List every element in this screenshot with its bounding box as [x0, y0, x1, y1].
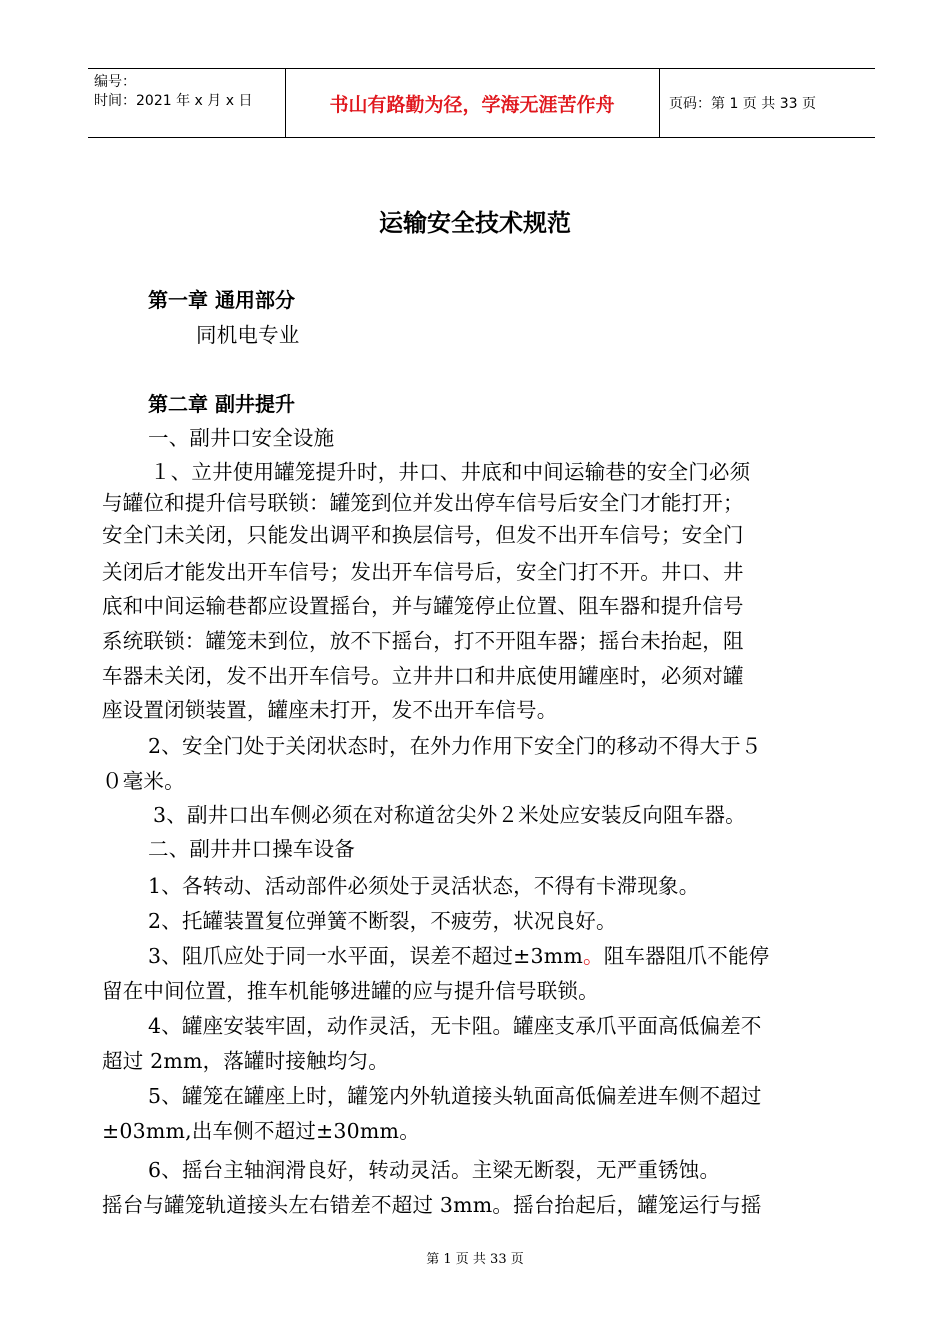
header-divider	[659, 69, 660, 137]
body-line: 2、安全门处于关闭状态时，在外力作用下安全门的移动不得大于５	[148, 734, 762, 758]
body-line	[148, 939, 769, 969]
body-line: 3、副井口出车侧必须在对称道岔尖外２米处应安装反向阻车器。	[153, 803, 746, 827]
body-line: 2、托罐装置复位弹簧不断裂，不疲劳，状况良好。	[148, 909, 617, 933]
body-line: 1、各转动、活动部件必须处于灵活状态，不得有卡滞现象。	[148, 874, 700, 898]
body-line: 5、罐笼在罐座上时，罐笼内外轨道接头轨面高低偏差进车侧不超过	[148, 1084, 762, 1108]
body-line: 系统联锁：罐笼未到位，放不下摇台，打不开阻车器；摇台未抬起，阻	[102, 629, 744, 653]
body-line: 关闭后才能发出开车信号；发出开车信号后，安全门打不开。井口、井	[102, 560, 744, 584]
body-line: ０毫米。	[102, 769, 185, 793]
document-title: 运输安全技术规范	[379, 209, 571, 237]
serial-label: 编号：	[94, 74, 136, 90]
page-footer: 第 1 页 共 33 页	[426, 1252, 524, 1267]
time-label: 时间：2021 年 x 月 x 日	[94, 93, 253, 109]
body-line: 6、摇台主轴润滑良好，转动灵活。主梁无断裂，无严重锈蚀。	[148, 1158, 721, 1182]
header-meta	[94, 73, 252, 111]
chapter-2-heading: 第二章 副井提升	[148, 392, 295, 416]
body-line: 车器未关闭，发不出开车信号。立井井口和井底使用罐座时，必须对罐	[102, 664, 744, 688]
body-line: １、立井使用罐笼提升时，井口、井底和中间运输巷的安全门必须	[150, 460, 751, 484]
body-line: 底和中间运输巷都应设置摇台，并与罐笼停止位置、阻车器和提升信号	[102, 594, 744, 618]
page-header	[88, 68, 875, 138]
body-line: 4、罐座安装牢固，动作灵活，无卡阻。罐座支承爪平面高低偏差不	[148, 1014, 762, 1038]
section-heading: 二、副井井口操车设备	[148, 837, 355, 861]
body-line: 超过 2mm，落罐时接触均匀。	[102, 1049, 389, 1073]
chapter-1-text: 同机电专业	[196, 323, 300, 347]
body-line: 安全门未关闭，只能发出调平和换层信号，但发不出开车信号；安全门	[102, 523, 744, 547]
body-text: 阻车器阻爪不能停	[603, 944, 770, 968]
body-line: 摇台与罐笼轨道接头左右错差不超过 3mm。摇台抬起后，罐笼运行与摇	[102, 1193, 762, 1217]
body-line: 座设置闭锁装置，罐座未打开，发不出开车信号。	[102, 698, 558, 722]
header-page-info: 页码：第 1 页 共 33 页	[669, 96, 816, 112]
body-text: 3、阻爪应处于同一水平面，误差不超过±3mm	[148, 944, 584, 968]
body-line: ±03mm,出车侧不超过±30mm。	[102, 1119, 420, 1143]
header-motto: 书山有路勤为径，学海无涯苦作舟	[329, 93, 615, 116]
chapter-1-heading: 第一章 通用部分	[148, 288, 295, 312]
section-heading: 一、副井口安全设施	[148, 426, 335, 450]
body-line: 留在中间位置，推车机能够进罐的应与提升信号联锁。	[102, 979, 599, 1003]
red-punctuation: 。	[583, 944, 604, 968]
body-line: 与罐位和提升信号联锁：罐笼到位并发出停车信号后安全门才能打开；	[102, 491, 744, 515]
